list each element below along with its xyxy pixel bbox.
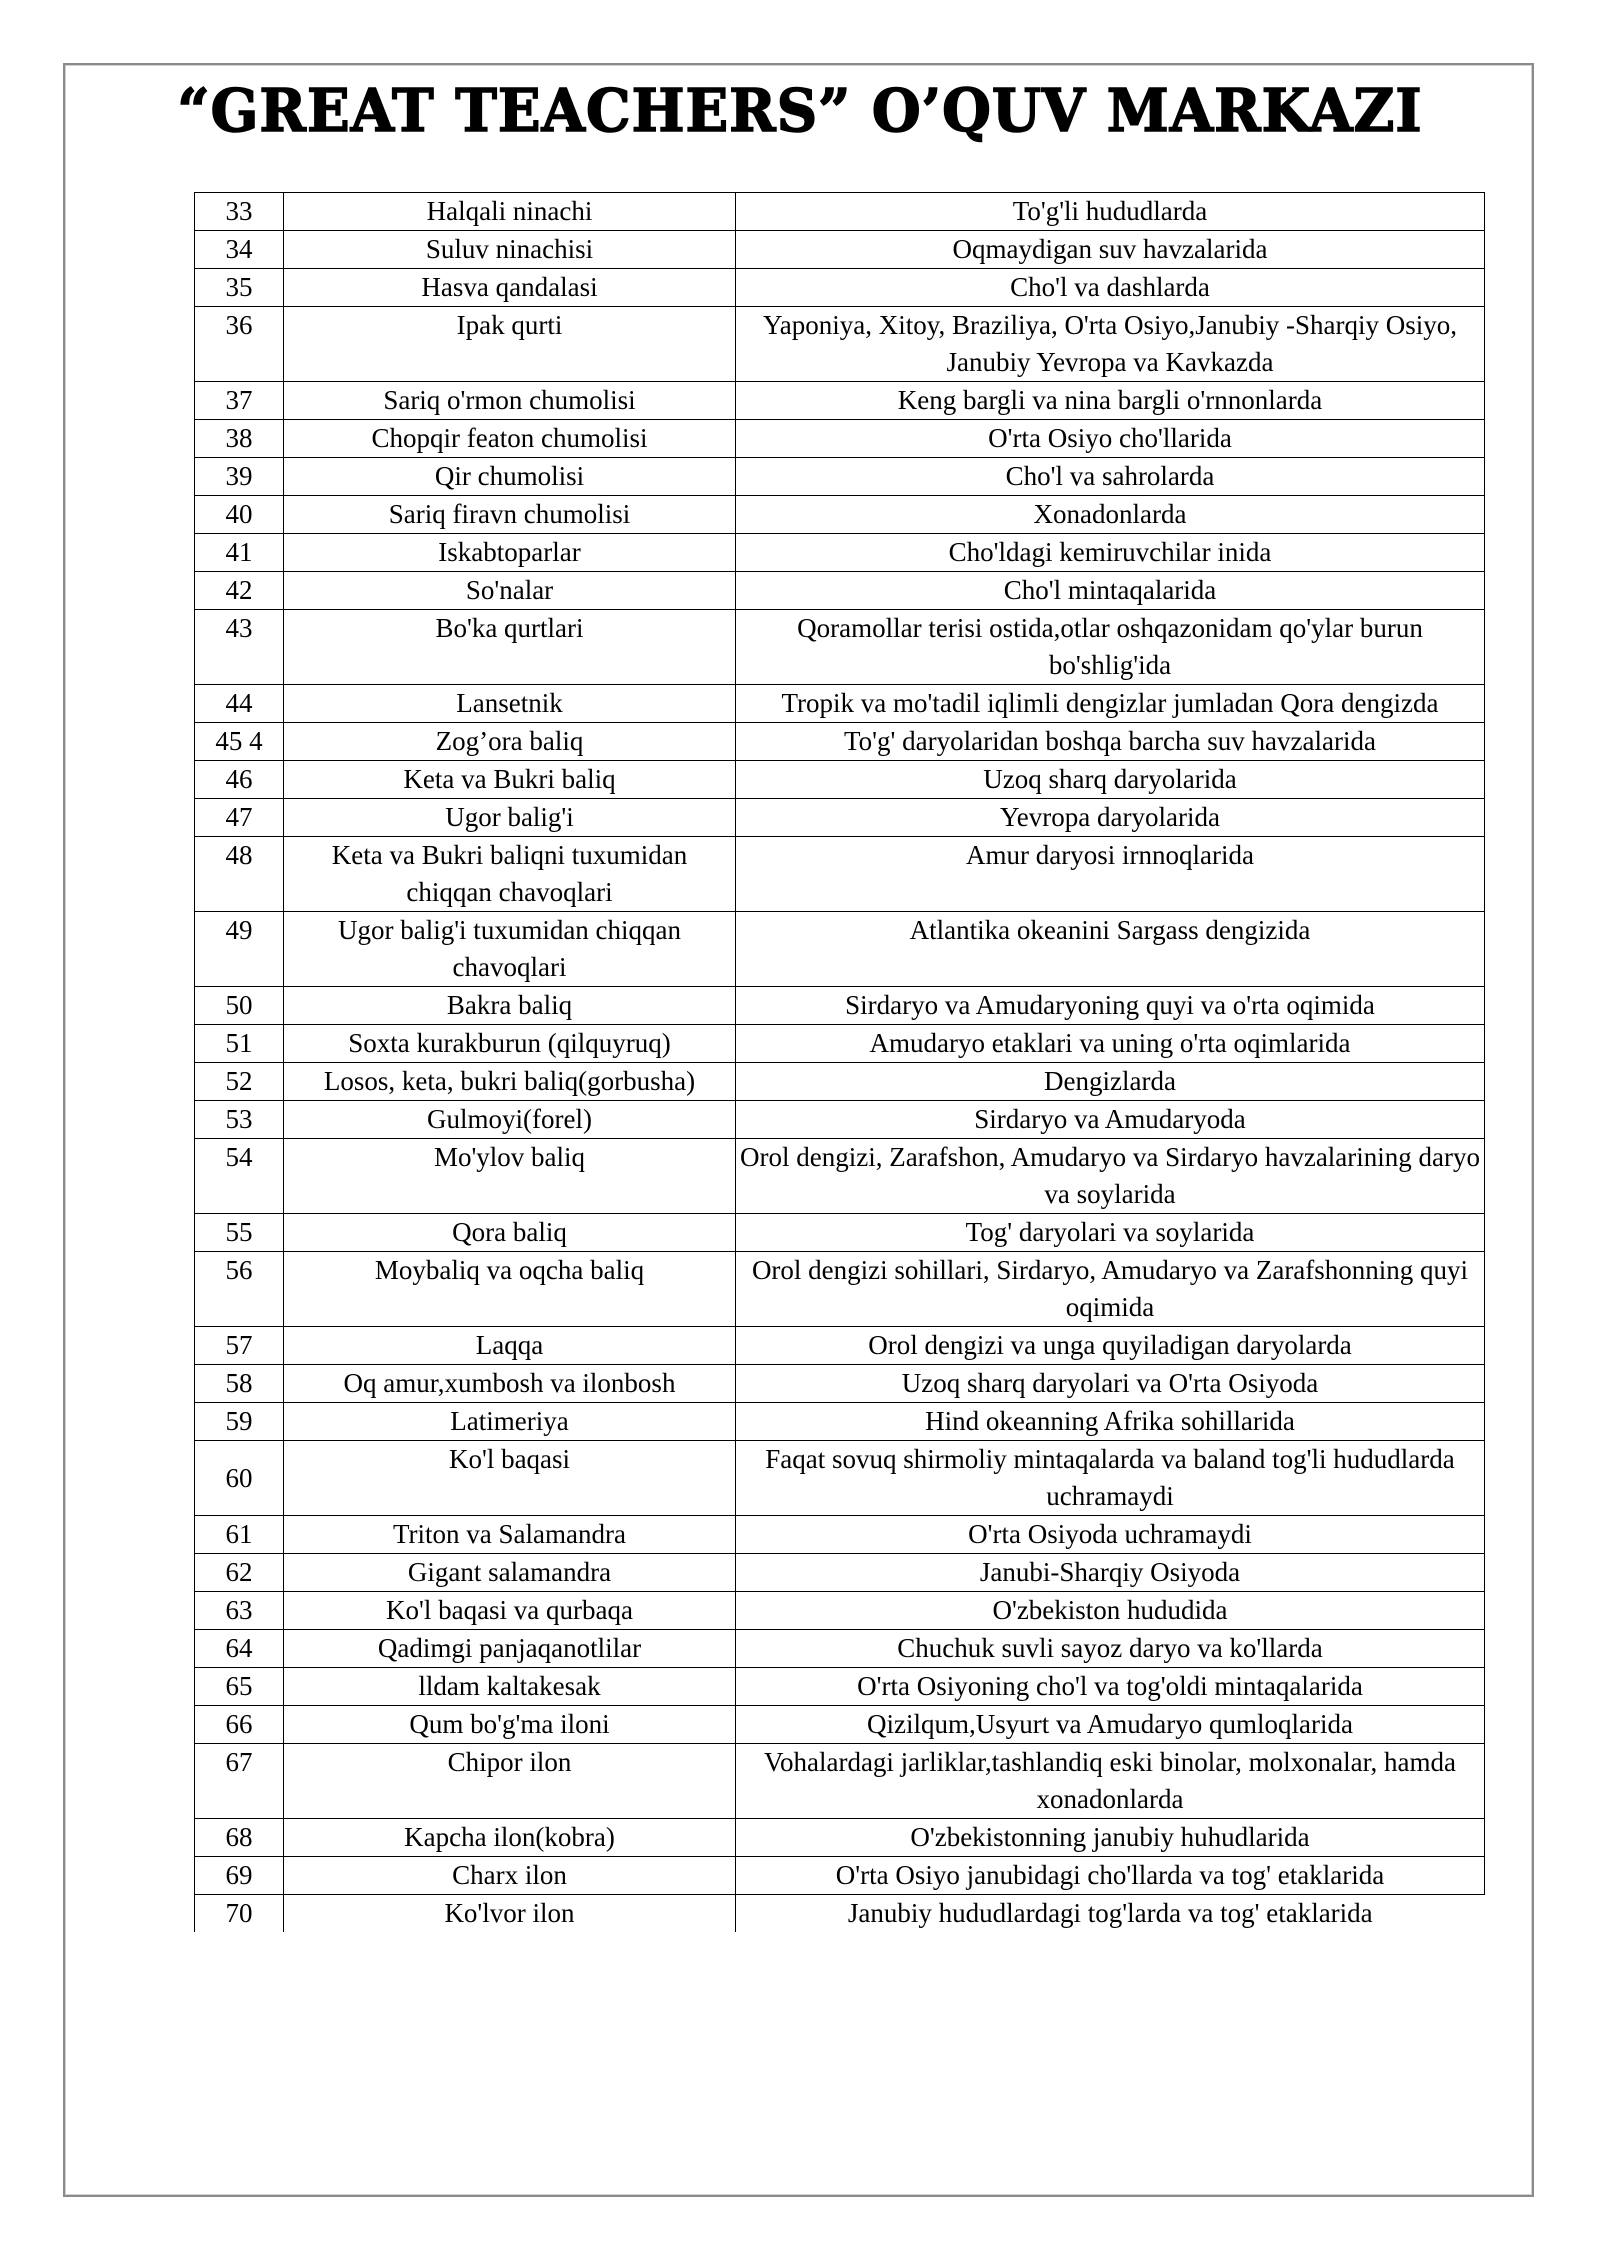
species-name-cell: Qum bo'g'ma iloni [284,1706,736,1744]
habitat-cell: O'rta Osiyoning cho'l va tog'oldi mintaqalarida [736,1668,1485,1706]
habitat-cell: To'g' daryolaridan boshqa barcha suv havzalarida [736,723,1485,761]
table-row [195,1403,1485,1441]
row-number-cell: 35 [195,269,284,307]
species-name-cell: Oq amur,xumbosh va ilonbosh [284,1365,736,1403]
table-body [195,193,1485,1933]
habitat-cell: Tropik va mo'tadil iqlimli dengizlar jumladan Qora dengizda [736,685,1485,723]
row-number-cell: 68 [195,1819,284,1857]
row-number-cell: 65 [195,1668,284,1706]
table-row [195,307,1485,382]
row-number-cell: 70 [195,1895,284,1933]
table-row [195,1063,1485,1101]
table-row [195,1441,1485,1516]
row-number-cell: 63 [195,1592,284,1630]
table-row [195,1327,1485,1365]
row-number-cell: 49 [195,912,284,987]
species-name-cell: Ko'l baqasi [284,1441,736,1516]
table-row [195,534,1485,572]
table-row [195,382,1485,420]
species-name-cell: Charx ilon [284,1857,736,1895]
row-number-cell: 50 [195,987,284,1025]
row-number-cell: 37 [195,382,284,420]
species-name-cell: Ugor balig'i [284,799,736,837]
table-row [195,1139,1485,1214]
habitat-cell: Keng bargli va nina bargli o'rnnonlarda [736,382,1485,420]
species-name-cell: Keta va Bukri baliq [284,761,736,799]
habitat-cell: Vohalardagi jarliklar,tashlandiq eski binolar, molxonalar, hamda xonadonlarda [736,1744,1485,1819]
habitat-cell: O'rta Osiyo janubidagi cho'llarda va tog' etaklarida [736,1857,1485,1895]
habitat-cell: Tog' daryolari va soylarida [736,1214,1485,1252]
table-row [195,1592,1485,1630]
table-row [195,1214,1485,1252]
table-row [195,231,1485,269]
table-row [195,1101,1485,1139]
species-name-cell: Triton va Salamandra [284,1516,736,1554]
row-number-cell: 67 [195,1744,284,1819]
species-name-cell: lldam kaltakesak [284,1668,736,1706]
habitat-cell: Cho'l va sahrolarda [736,458,1485,496]
species-name-cell: Gigant salamandra [284,1554,736,1592]
species-name-cell: Keta va Bukri baliqni tuxumidan chiqqan chavoqlari [284,837,736,912]
species-name-cell: Bo'ka qurtlari [284,610,736,685]
row-number-cell: 34 [195,231,284,269]
habitat-cell: Qoramollar terisi ostida,otlar oshqazonidam qo'ylar burun bo'shlig'ida [736,610,1485,685]
species-name-cell: Bakra baliq [284,987,736,1025]
habitat-cell: Chuchuk suvli sayoz daryo va ko'llarda [736,1630,1485,1668]
species-name-cell: Qora baliq [284,1214,736,1252]
row-number-cell: 41 [195,534,284,572]
species-name-cell: Ipak qurti [284,307,736,382]
species-name-cell: Ko'lvor ilon [284,1895,736,1933]
row-number-cell: 55 [195,1214,284,1252]
species-name-cell: Mo'ylov baliq [284,1139,736,1214]
species-name-cell: Gulmoyi(forel) [284,1101,736,1139]
table-row [195,420,1485,458]
row-number-cell: 58 [195,1365,284,1403]
row-number-cell: 54 [195,1139,284,1214]
species-name-cell: Qadimgi panjaqanotlilar [284,1630,736,1668]
table-row [195,1252,1485,1327]
row-number-cell: 51 [195,1025,284,1063]
row-number-cell: 64 [195,1630,284,1668]
table-row [195,761,1485,799]
table-row [195,799,1485,837]
habitat-cell: O'rta Osiyo cho'llarida [736,420,1485,458]
row-number-cell: 40 [195,496,284,534]
habitat-cell: Cho'ldagi kemiruvchilar inida [736,534,1485,572]
table-row [195,1857,1485,1895]
habitat-cell: Faqat sovuq shirmoliy mintaqalarda va baland tog'li hududlarda uchramaydi [736,1441,1485,1516]
row-number-cell: 60 [195,1441,284,1516]
habitat-cell: Uzoq sharq daryolari va O'rta Osiyoda [736,1365,1485,1403]
habitat-cell: O'zbekistonning janubiy huhudlarida [736,1819,1485,1857]
habitat-cell: Janubi-Sharqiy Osiyoda [736,1554,1485,1592]
table-row [195,1025,1485,1063]
row-number-cell: 43 [195,610,284,685]
row-number-cell: 39 [195,458,284,496]
habitat-cell: To'g'li hududlarda [736,193,1485,231]
habitat-cell: Orol dengizi, Zarafshon, Amudaryo va Sirdaryo havzalarining daryo va soylarida [736,1139,1485,1214]
species-name-cell: Sariq firavn chumolisi [284,496,736,534]
table-row [195,1554,1485,1592]
species-name-cell: Halqali ninachi [284,193,736,231]
species-name-cell: Latimeriya [284,1403,736,1441]
species-name-cell: Moybaliq va oqcha baliq [284,1252,736,1327]
habitat-cell: Xonadonlarda [736,496,1485,534]
species-name-cell: Laqqa [284,1327,736,1365]
table-row [195,1895,1485,1933]
habitat-cell: Yaponiya, Xitoy, Braziliya, O'rta Osiyo,Janubiy -Sharqiy Osiyo, Janubiy Yevropa va Kavkazda [736,307,1485,382]
species-name-cell: Qir chumolisi [284,458,736,496]
species-table [194,192,1485,1932]
row-number-cell: 36 [195,307,284,382]
table-row [195,1668,1485,1706]
species-name-cell: Ugor balig'i tuxumidan chiqqan chavoqlari [284,912,736,987]
row-number-cell: 59 [195,1403,284,1441]
habitat-cell: Uzoq sharq daryolarida [736,761,1485,799]
habitat-cell: Hind okeanning Afrika sohillarida [736,1403,1485,1441]
habitat-cell: Atlantika okeanini Sargass dengizida [736,912,1485,987]
habitat-cell: Amur daryosi irnnoqlarida [736,837,1485,912]
habitat-cell: Oqmaydigan suv havzalarida [736,231,1485,269]
table-row [195,1819,1485,1857]
species-name-cell: Kapcha ilon(kobra) [284,1819,736,1857]
table-row [195,1365,1485,1403]
row-number-cell: 46 [195,761,284,799]
row-number-cell: 33 [195,193,284,231]
table-row [195,496,1485,534]
species-name-cell: Soxta kurakburun (qilquyruq) [284,1025,736,1063]
species-name-cell: So'nalar [284,572,736,610]
habitat-cell: Yevropa daryolarida [736,799,1485,837]
habitat-cell: O'rta Osiyoda uchramaydi [736,1516,1485,1554]
row-number-cell: 52 [195,1063,284,1101]
habitat-cell: Orol dengizi va unga quyiladigan daryolarda [736,1327,1485,1365]
row-number-cell: 48 [195,837,284,912]
habitat-cell: Qizilqum,Usyurt va Amudaryo qumloqlarida [736,1706,1485,1744]
species-name-cell: Losos, keta, bukri baliq(gorbusha) [284,1063,736,1101]
table-row [195,1630,1485,1668]
page-title: “GREAT TEACHERS” O’QUV MARKAZI [177,76,1423,146]
row-number-cell: 56 [195,1252,284,1327]
row-number-cell: 45 4 [195,723,284,761]
table-row [195,987,1485,1025]
habitat-cell: Dengizlarda [736,1063,1485,1101]
habitat-cell: Janubiy hududlardagi tog'larda va tog' etaklarida [736,1895,1485,1933]
table-row [195,458,1485,496]
table-row [195,193,1485,231]
row-number-cell: 38 [195,420,284,458]
species-name-cell: Chipor ilon [284,1744,736,1819]
habitat-cell: Cho'l va dashlarda [736,269,1485,307]
row-number-cell: 53 [195,1101,284,1139]
table-row [195,1516,1485,1554]
row-number-cell: 66 [195,1706,284,1744]
row-number-cell: 69 [195,1857,284,1895]
habitat-cell: Sirdaryo va Amudaryoda [736,1101,1485,1139]
row-number-cell: 62 [195,1554,284,1592]
species-name-cell: Sariq o'rmon chumolisi [284,382,736,420]
table-row [195,1706,1485,1744]
row-number-cell: 44 [195,685,284,723]
species-name-cell: Chopqir featon chumolisi [284,420,736,458]
row-number-cell: 61 [195,1516,284,1554]
species-name-cell: Suluv ninachisi [284,231,736,269]
habitat-cell: Cho'l mintaqalarida [736,572,1485,610]
table-row [195,269,1485,307]
table-row [195,723,1485,761]
species-name-cell: Lansetnik [284,685,736,723]
habitat-cell: Amudaryo etaklari va uning o'rta oqimlarida [736,1025,1485,1063]
table-row [195,837,1485,912]
row-number-cell: 42 [195,572,284,610]
table-row [195,912,1485,987]
species-name-cell: Iskabtoparlar [284,534,736,572]
habitat-cell: O'zbekiston hududida [736,1592,1485,1630]
species-name-cell: Hasva qandalasi [284,269,736,307]
table-row [195,685,1485,723]
species-name-cell: Zog’ora baliq [284,723,736,761]
habitat-cell: Orol dengizi sohillari, Sirdaryo, Amudaryo va Zarafshonning quyi oqimida [736,1252,1485,1327]
species-name-cell: Ko'l baqasi va qurbaqa [284,1592,736,1630]
table-row [195,1744,1485,1819]
habitat-cell: Sirdaryo va Amudaryoning quyi va o'rta oqimida [736,987,1485,1025]
table-row [195,572,1485,610]
row-number-cell: 57 [195,1327,284,1365]
row-number-cell: 47 [195,799,284,837]
table-row [195,610,1485,685]
